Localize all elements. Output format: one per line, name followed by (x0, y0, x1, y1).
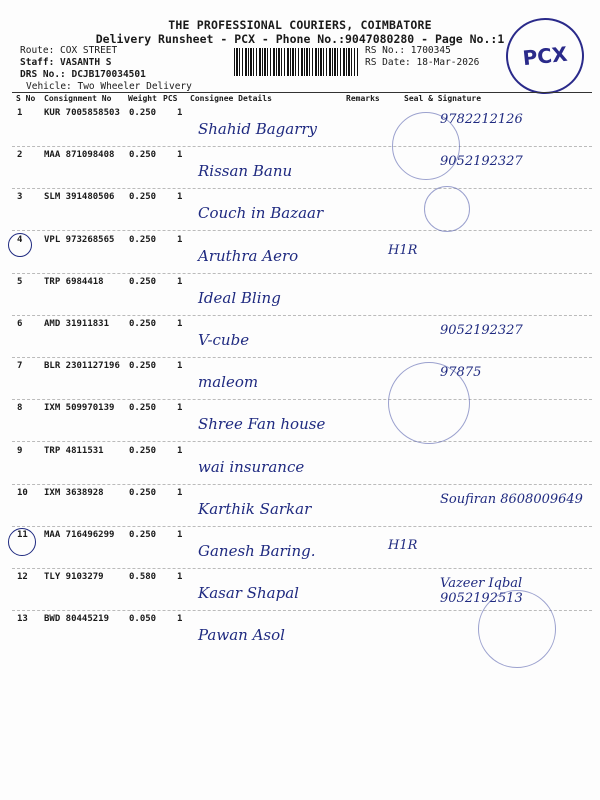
circle-mark-row-4 (8, 233, 32, 257)
col-sno: S No (16, 94, 36, 103)
drs-label: DRS No.: DCJB170034501 (20, 69, 146, 80)
barcode (234, 48, 358, 76)
row-pcs: 1 (177, 192, 183, 202)
row-separator (12, 526, 592, 527)
row-sno: 7 (17, 361, 23, 371)
row-sno: 11 (17, 530, 28, 540)
seal-stamp-3 (424, 186, 470, 232)
row-pcs: 1 (177, 108, 183, 118)
row-receiver-signature: 9052192327 (440, 154, 523, 169)
row-separator (12, 315, 592, 316)
row-separator (12, 146, 592, 147)
row-consignee-signature: Aruthra Aero (198, 247, 299, 265)
row-consignment-no: MAA 716496299 (44, 530, 115, 540)
col-pcs: PCS (163, 94, 178, 103)
row-consignee-signature: Pawan Asol (198, 626, 285, 644)
row-remarks: H1R (388, 243, 418, 258)
col-seal: Seal & Signature (404, 94, 482, 103)
row-consignee-signature: Couch in Bazaar (198, 204, 324, 222)
row-receiver-signature: Vazeer Iqbal 9052192513 (440, 576, 523, 606)
row-pcs: 1 (177, 530, 183, 540)
row-sno: 12 (17, 572, 28, 582)
row-pcs: 1 (177, 319, 183, 329)
row-sno: 6 (17, 319, 23, 329)
row-separator (12, 188, 592, 189)
row-pcs: 1 (177, 277, 183, 287)
circle-mark-row-11 (8, 528, 36, 556)
row-consignee-signature: Ideal Bling (198, 289, 281, 307)
row-receiver-signature: 9052192327 (440, 323, 523, 338)
col-weight: Weight (128, 94, 157, 103)
row-consignee-signature: Shree Fan house (198, 415, 326, 433)
route-label: Route: COX STREET (20, 45, 118, 56)
row-consignment-no: AMD 31911831 (44, 319, 110, 329)
row-weight: 0.050 (129, 614, 157, 624)
row-consignment-no: TRP 6984418 (44, 277, 104, 287)
row-weight: 0.250 (129, 530, 157, 540)
row-consignee-signature: Rissan Banu (198, 162, 293, 180)
row-consignee-signature: Karthik Sarkar (198, 500, 312, 518)
row-separator (12, 568, 592, 569)
row-consignment-no: BWD 80445219 (44, 614, 110, 624)
row-consignment-no: KUR 7005858503 (44, 108, 120, 118)
row-sno: 5 (17, 277, 23, 287)
row-consignment-no: MAA 871098408 (44, 150, 115, 160)
col-consignee: Consignee Details (190, 94, 272, 103)
row-sno: 8 (17, 403, 23, 413)
row-pcs: 1 (177, 614, 183, 624)
row-separator (12, 357, 592, 358)
row-consignment-no: SLM 391480506 (44, 192, 115, 202)
row-consignment-no: IXM 3638928 (44, 488, 104, 498)
row-receiver-signature: 97875 (440, 365, 482, 380)
row-pcs: 1 (177, 488, 183, 498)
runsheet-subtitle: Delivery Runsheet - PCX - Phone No.:9047080280 - Page No.:1 (95, 32, 505, 46)
row-pcs: 1 (177, 235, 183, 245)
row-separator (12, 441, 592, 442)
row-sno: 13 (17, 614, 28, 624)
row-pcs: 1 (177, 150, 183, 160)
row-separator (12, 484, 592, 485)
row-sno: 3 (17, 192, 23, 202)
row-separator (12, 273, 592, 274)
row-sno: 9 (17, 446, 23, 456)
row-consignment-no: VPL 973268565 (44, 235, 115, 245)
rs-no-label: RS No.: 1700345 (365, 45, 451, 56)
row-separator (12, 230, 592, 231)
row-weight: 0.250 (129, 361, 157, 371)
row-consignee-signature: V-cube (198, 331, 250, 349)
row-pcs: 1 (177, 446, 183, 456)
row-sno: 2 (17, 150, 23, 160)
seal-stamp-1 (392, 112, 460, 180)
row-separator (12, 399, 592, 400)
row-sno: 4 (17, 235, 23, 245)
row-sno: 1 (17, 108, 23, 118)
row-remarks: H1R (388, 538, 418, 553)
row-consignment-no: BLR 2301127196 (44, 361, 120, 371)
row-weight: 0.250 (129, 192, 157, 202)
company-title: THE PROFESSIONAL COURIERS, COIMBATORE (168, 18, 432, 32)
vehicle-label: Vehicle: Two Wheeler Delivery (26, 81, 192, 92)
row-pcs: 1 (177, 361, 183, 371)
row-weight: 0.250 (129, 319, 157, 329)
row-sno: 10 (17, 488, 28, 498)
row-consignment-no: IXM 509970139 (44, 403, 115, 413)
row-weight: 0.250 (129, 488, 157, 498)
seal-stamp-7 (388, 362, 470, 444)
row-weight: 0.250 (129, 403, 157, 413)
row-consignment-no: TLY 9103279 (44, 572, 104, 582)
row-consignee-signature: wai insurance (198, 458, 305, 476)
row-weight: 0.250 (129, 277, 157, 287)
row-weight: 0.250 (129, 108, 157, 118)
row-weight: 0.250 (129, 235, 157, 245)
header-divider (12, 92, 592, 93)
row-weight: 0.250 (129, 446, 157, 456)
row-pcs: 1 (177, 403, 183, 413)
seal-stamp-13 (478, 590, 556, 668)
row-weight: 0.250 (129, 150, 157, 160)
staff-label: Staff: VASANTH S (20, 57, 112, 68)
row-receiver-signature: 9782212126 (440, 112, 523, 127)
row-consignment-no: TRP 4811531 (44, 446, 104, 456)
rs-date-label: RS Date: 18-Mar-2026 (365, 57, 480, 68)
row-consignee-signature: maleom (198, 373, 259, 391)
row-consignee-signature: Ganesh Baring. (198, 542, 316, 560)
row-pcs: 1 (177, 572, 183, 582)
pcx-stamp: PCX (502, 14, 588, 98)
row-consignee-signature: Shahid Bagarry (198, 120, 318, 138)
row-consignee-signature: Kasar Shapal (198, 584, 299, 602)
col-remarks: Remarks (346, 94, 380, 103)
row-weight: 0.580 (129, 572, 157, 582)
row-receiver-signature: Soufiran 8608009649 (440, 492, 583, 507)
col-consignment: Consignment No (44, 94, 112, 103)
